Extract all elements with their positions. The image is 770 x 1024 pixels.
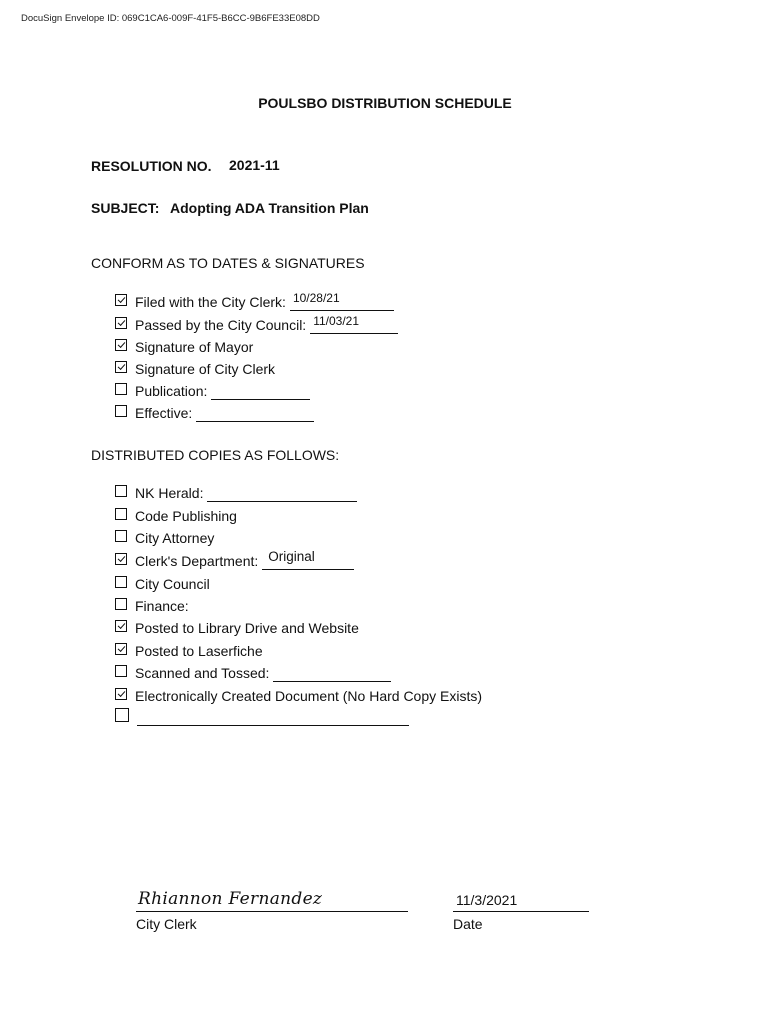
checkbox[interactable] <box>115 317 127 329</box>
text-field[interactable] <box>262 549 354 570</box>
item-label: Passed by the City Council: <box>135 317 307 333</box>
page-title: POULSBO DISTRIBUTION SCHEDULE <box>258 95 512 111</box>
clerk-signature: Rhiannon Fernandez <box>138 889 323 909</box>
signature-line <box>136 910 408 912</box>
item-label: Filed with the City Clerk: <box>135 294 286 310</box>
conform-heading: CONFORM AS TO DATES & SIGNATURES <box>91 255 365 271</box>
dist-item-library-website <box>115 618 359 638</box>
checkbox[interactable] <box>115 708 129 722</box>
checkbox[interactable] <box>115 553 127 565</box>
item-label: Signature of City Clerk <box>135 361 276 377</box>
dist-item-nk-herald <box>115 483 357 503</box>
signature-caption: City Clerk <box>136 916 197 932</box>
dist-item-electronic-document <box>115 686 482 706</box>
item-label: Electronically Created Document (No Hard Copy Exists) <box>135 688 483 704</box>
field-value: Original <box>268 549 315 564</box>
checkbox[interactable] <box>115 294 127 306</box>
date-line <box>453 910 589 912</box>
checkbox[interactable] <box>115 665 127 677</box>
item-label: NK Herald: <box>135 485 204 501</box>
item-label: Signature of Mayor <box>135 339 254 355</box>
item-label: Effective: <box>135 405 193 421</box>
checkbox[interactable] <box>115 643 127 655</box>
text-field[interactable] <box>137 710 409 726</box>
item-label: City Attorney <box>135 530 215 546</box>
conform-item-passed <box>115 315 398 335</box>
dist-item-scanned-tossed <box>115 663 391 683</box>
checkmark-icon <box>117 295 125 303</box>
dist-item-laserfiche <box>115 641 263 661</box>
checkmark-icon <box>117 362 125 370</box>
dist-item-city-council <box>115 574 210 594</box>
conform-item-publication <box>115 381 310 401</box>
envelope-id: DocuSign Envelope ID: 069C1CA6-009F-41F5-B6CC-9B6FE33E08DD <box>21 13 320 24</box>
item-label: City Council <box>135 576 210 592</box>
text-field[interactable] <box>196 406 314 422</box>
checkbox[interactable] <box>115 530 127 542</box>
checkbox[interactable] <box>115 405 127 417</box>
item-label: Posted to Library Drive and Website <box>135 620 359 636</box>
text-field[interactable] <box>207 486 357 502</box>
signed-date: 11/3/2021 <box>456 892 518 908</box>
resolution-label: RESOLUTION NO. <box>91 158 212 174</box>
item-label: Clerk's Department: <box>135 553 259 569</box>
item-label: Publication: <box>135 383 208 399</box>
date-field[interactable] <box>310 314 398 334</box>
distributed-heading: DISTRIBUTED COPIES AS FOLLOWS: <box>91 447 340 463</box>
item-label: Posted to Laserfiche <box>135 643 263 659</box>
dist-item-clerks-department <box>115 551 354 571</box>
checkmark-icon <box>117 554 125 562</box>
checkmark-icon <box>117 644 125 652</box>
dist-item-finance <box>115 596 189 616</box>
date-field[interactable] <box>290 291 394 311</box>
checkbox[interactable] <box>115 361 127 373</box>
date-caption: Date <box>453 916 483 932</box>
conform-item-clerk-signature <box>115 359 275 379</box>
checkbox[interactable] <box>115 485 127 497</box>
dist-item-city-attorney <box>115 528 214 548</box>
text-field[interactable] <box>211 384 310 400</box>
field-value: 11/03/21 <box>313 314 360 328</box>
checkbox[interactable] <box>115 339 127 351</box>
item-label: Finance: <box>135 598 189 614</box>
checkmark-icon <box>117 340 125 348</box>
conform-item-mayor <box>115 337 253 357</box>
checkbox[interactable] <box>115 598 127 610</box>
checkbox[interactable] <box>115 620 127 632</box>
checkmark-icon <box>117 689 125 697</box>
checkbox[interactable] <box>115 383 127 395</box>
checkbox[interactable] <box>115 688 127 700</box>
checkmark-icon <box>117 318 125 326</box>
checkbox[interactable] <box>115 508 127 520</box>
item-label: Code Publishing <box>135 508 237 524</box>
text-field[interactable] <box>273 666 391 682</box>
subject-value: Adopting ADA Transition Plan <box>170 200 369 216</box>
field-value: 10/28/21 <box>292 291 340 305</box>
checkmark-icon <box>117 621 125 629</box>
resolution-number: 2021-11 <box>229 157 280 173</box>
dist-item-code-publishing <box>115 506 237 526</box>
dist-item-other <box>115 707 409 727</box>
subject-label: SUBJECT: <box>91 200 160 216</box>
item-label: Scanned and Tossed: <box>135 665 270 681</box>
conform-item-filed <box>115 292 394 312</box>
conform-item-effective <box>115 403 314 423</box>
checkbox[interactable] <box>115 576 127 588</box>
